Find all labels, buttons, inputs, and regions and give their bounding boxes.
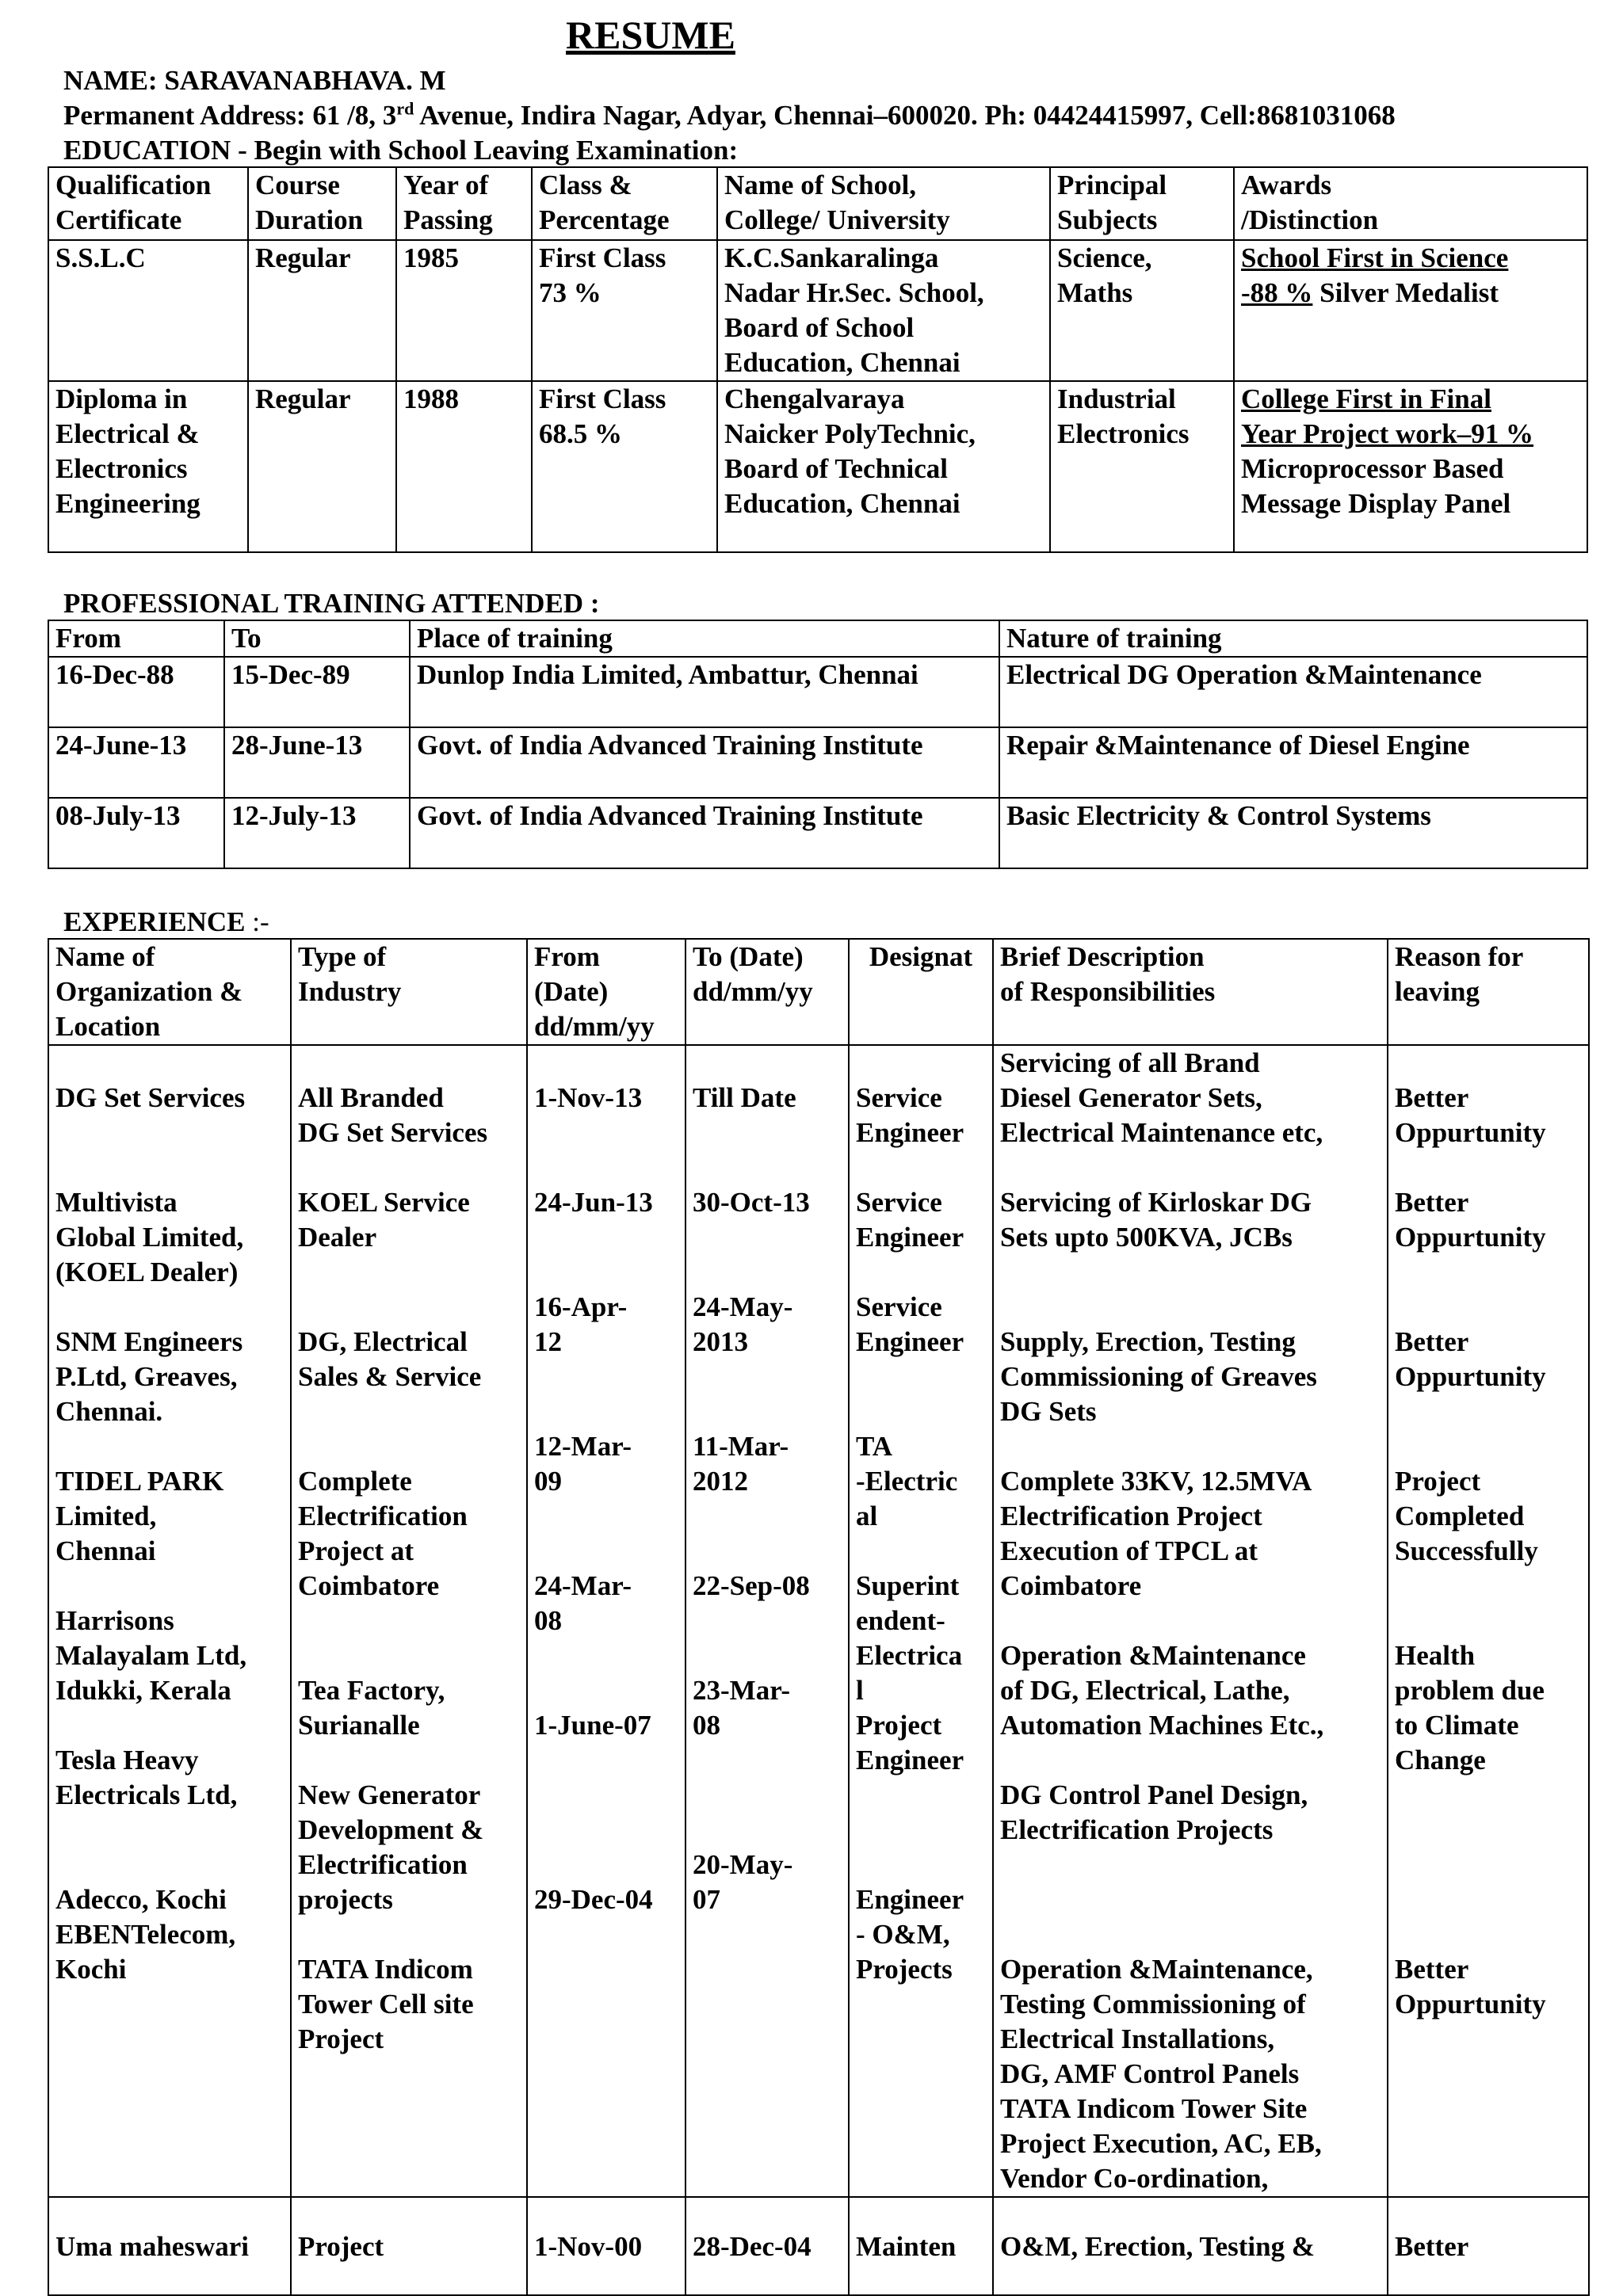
training-header-row <box>48 620 1587 657</box>
training-header-to: To <box>224 620 410 657</box>
exp-designations: Service Engineer Service Engineer Service Engineer TA -Electric al Superint endent- Electrica l Project Engineer Engineer - O&M, Projects <box>849 1045 993 2197</box>
training-nature: Repair &Maintenance of Diesel Engine <box>999 727 1587 798</box>
table-row <box>48 727 1587 798</box>
edu-header-year: Year of Passing <box>396 167 532 240</box>
table-row <box>48 657 1587 727</box>
edu-qualification: S.S.L.C <box>48 240 248 381</box>
training-heading: PROFESSIONAL TRAINING ATTENDED : <box>63 588 600 619</box>
experience-heading <box>63 905 269 940</box>
exp-to-dates: Till Date 30-Oct-13 24-May- 2013 11-Mar- 2012 22-Sep-08 23-Mar- 08 20-May- 07 <box>685 1045 849 2197</box>
exp-industry: Project <box>291 2197 527 2295</box>
table-row <box>48 1045 1589 2197</box>
exp-header-reason: Reason for leaving <box>1388 939 1589 1045</box>
edu-header-qualification: Qualification Certificate <box>48 167 248 240</box>
exp-header-description: Brief Description of Responsibilities <box>993 939 1388 1045</box>
training-from: 16-Dec-88 <box>48 657 224 727</box>
award-underlined: College First in Final <box>1241 383 1491 414</box>
edu-subjects: Science, Maths <box>1050 240 1234 381</box>
exp-from-dates: 1-Nov-13 24-Jun-13 16-Apr- 12 12-Mar- 09 24-Mar- 08 1-June-07 29-Dec-04 <box>527 1045 685 2197</box>
exp-reasons: Better Oppurtunity Better Oppurtunity Better Oppurtunity Project Completed Successfully Health problem due to Climate Change Better Oppurtunity <box>1388 1045 1589 2197</box>
award-underlined: -88 % <box>1241 277 1313 308</box>
edu-year: 1988 <box>396 381 532 552</box>
edu-class: First Class 73 % <box>532 240 717 381</box>
applicant-name: NAME: SARAVANABHAVA. M <box>63 65 446 96</box>
training-place: Govt. of India Advanced Training Institute <box>410 798 999 868</box>
training-nature: Basic Electricity & Control Systems <box>999 798 1587 868</box>
table-row <box>48 2197 1589 2295</box>
experience-header-row <box>48 939 1589 1045</box>
training-nature: Electrical DG Operation &Maintenance <box>999 657 1587 727</box>
training-from: 08-July-13 <box>48 798 224 868</box>
edu-duration: Regular <box>248 381 396 552</box>
edu-header-class: Class & Percentage <box>532 167 717 240</box>
table-row <box>48 798 1587 868</box>
training-to: 12-July-13 <box>224 798 410 868</box>
edu-awards <box>1234 381 1587 552</box>
exp-header-organization: Name of Organization & Location <box>48 939 291 1045</box>
exp-header-industry: Type of Industry <box>291 939 527 1045</box>
exp-reason: Better <box>1388 2197 1589 2295</box>
exp-header-from: From (Date) dd/mm/yy <box>527 939 685 1045</box>
table-row <box>48 381 1587 552</box>
training-to: 15-Dec-89 <box>224 657 410 727</box>
address-prefix: Permanent Address: 61 /8, 3 <box>63 100 397 131</box>
exp-from-date: 1-Nov-00 <box>527 2197 685 2295</box>
training-header-nature: Nature of training <box>999 620 1587 657</box>
training-place: Dunlop India Limited, Ambattur, Chennai <box>410 657 999 727</box>
exp-organization: Uma maheswari <box>48 2197 291 2295</box>
edu-school: K.C.Sankaralinga Nadar Hr.Sec. School, Board of School Education, Chennai <box>717 240 1050 381</box>
training-from: 24-June-13 <box>48 727 224 798</box>
edu-awards <box>1234 240 1587 381</box>
exp-header-to: To (Date) dd/mm/yy <box>685 939 849 1045</box>
edu-header-school: Name of School, College/ University <box>717 167 1050 240</box>
training-table <box>48 620 1588 869</box>
award-text: Silver Medalist <box>1312 277 1499 308</box>
experience-table <box>48 938 1590 2296</box>
edu-school: Chengalvaraya Naicker PolyTechnic, Board of Technical Education, Chennai <box>717 381 1050 552</box>
exp-designation: Mainten <box>849 2197 993 2295</box>
exp-industries: All Branded DG Set Services KOEL Service Dealer DG, Electrical Sales & Service Complete Electrification Project at Coimbatore Tea Factory, Surianalle New Generator Development & Electrification projects TATA Indicom Tower Cell site Project <box>291 1045 527 2197</box>
education-header-row <box>48 167 1587 240</box>
edu-qualification: Diploma in Electrical & Electronics Engineering <box>48 381 248 552</box>
exp-header-designation: Designat <box>849 939 993 1045</box>
edu-subjects: Industrial Electronics <box>1050 381 1234 552</box>
address-suffix: Avenue, Indira Nagar, Adyar, Chennai–600020. Ph: 04424415997, Cell:8681031068 <box>414 100 1396 131</box>
award-underlined: Year Project work–91 % <box>1241 418 1534 449</box>
edu-header-duration: Course Duration <box>248 167 396 240</box>
edu-header-subjects: Principal Subjects <box>1050 167 1234 240</box>
exp-to-date: 28-Dec-04 <box>685 2197 849 2295</box>
exp-description: O&M, Erection, Testing & <box>993 2197 1388 2295</box>
award-text: Microprocessor Based Message Display Panel <box>1241 453 1511 519</box>
award-underlined: School First in Science <box>1241 242 1509 273</box>
exp-descriptions: Servicing of all Brand Diesel Generator Sets, Electrical Maintenance etc, Servicing of Kirloskar DG Sets upto 500KVA, JCBs Supply, Erection, Testing Commissioning of Greaves DG Sets Complete 33KV, 12.5MVA Electrification Project Execution of TPCL at Coimbatore Operation &Maintenance of DG, Electrical, Lathe, Automation Machines Etc., DG Control Panel Design, Electrification Projects Operation &Maintenance, Testing Commissioning of Electrical Installations, DG, AMF Control Panels TATA Indicom Tower Site Project Execution, AC, EB, Vendor Co-ordination, <box>993 1045 1388 2197</box>
training-to: 28-June-13 <box>224 727 410 798</box>
experience-heading-suffix: :- <box>245 906 269 937</box>
training-header-from: From <box>48 620 224 657</box>
edu-duration: Regular <box>248 240 396 381</box>
education-heading: EDUCATION - Begin with School Leaving Examination: <box>63 135 739 166</box>
table-row <box>48 240 1587 381</box>
exp-organizations: DG Set Services Multivista Global Limited, (KOEL Dealer) SNM Engineers P.Ltd, Greaves, Chennai. TIDEL PARK Limited, Chennai Harrisons Malayalam Ltd, Idukki, Kerala Tesla Heavy Electricals Ltd, Adecco, Kochi EBENTelecom, Kochi <box>48 1045 291 2197</box>
education-table <box>48 166 1588 553</box>
experience-heading-text: EXPERIENCE <box>63 906 246 937</box>
permanent-address <box>63 98 1396 133</box>
edu-header-awards: Awards /Distinction <box>1234 167 1587 240</box>
training-place: Govt. of India Advanced Training Institute <box>410 727 999 798</box>
resume-title: RESUME <box>566 13 735 57</box>
address-superscript: rd <box>396 98 414 119</box>
training-header-place: Place of training <box>410 620 999 657</box>
edu-year: 1985 <box>396 240 532 381</box>
edu-class: First Class 68.5 % <box>532 381 717 552</box>
